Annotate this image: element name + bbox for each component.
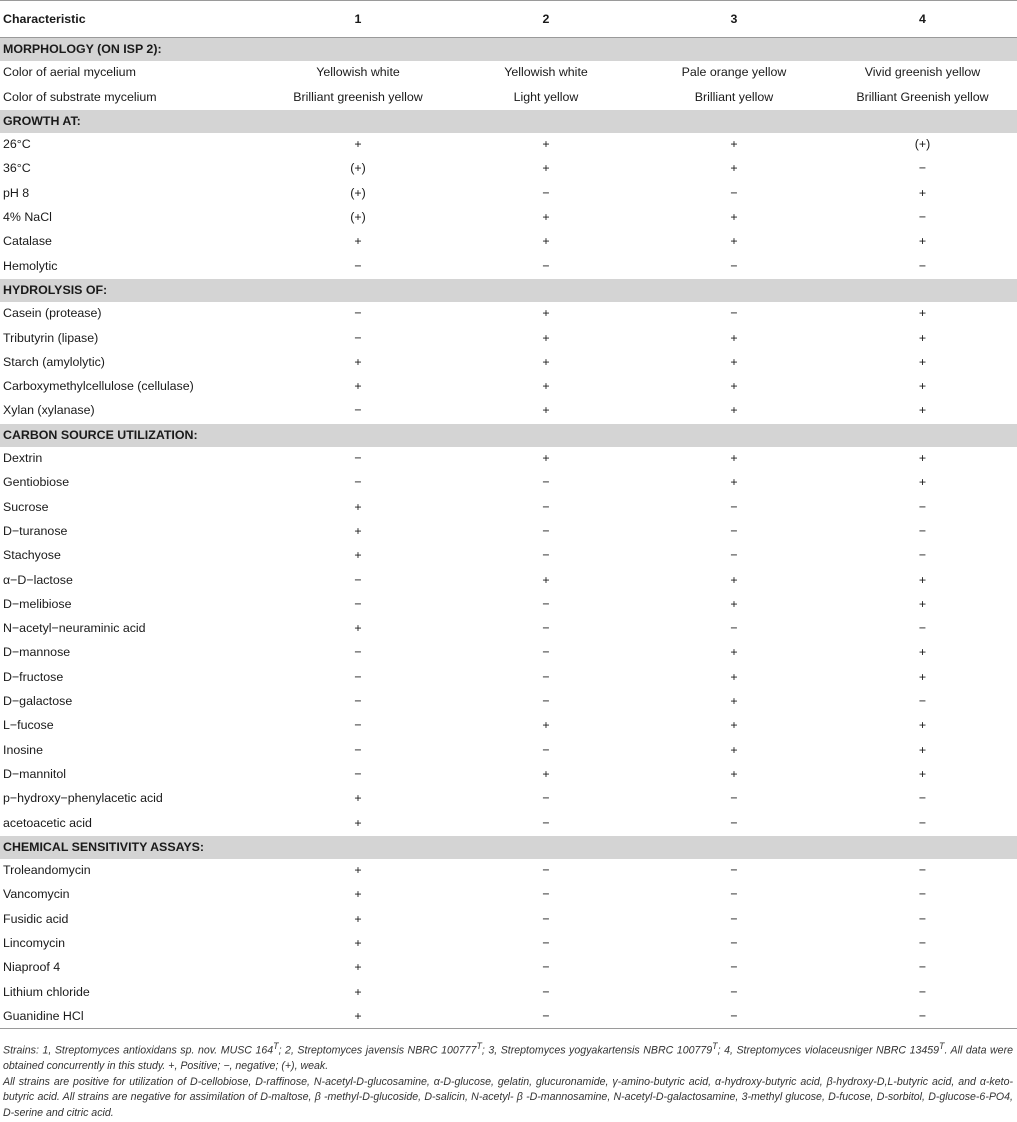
- strain-3-cell: +: [640, 230, 828, 254]
- table-row: [0, 714, 1017, 738]
- table-row: [0, 85, 1017, 109]
- characteristic-cell: 4% NaCl: [0, 206, 264, 230]
- strain-4-cell: +: [828, 375, 1017, 399]
- strain-1-cell: +: [264, 617, 452, 641]
- strain-1-cell: (+): [264, 206, 452, 230]
- strain-4-cell: (+): [828, 133, 1017, 157]
- table-row: [0, 544, 1017, 568]
- strain-4-cell: −: [828, 617, 1017, 641]
- strains-text-b: ; 2, Streptomyces javensis NBRC 100777: [278, 1044, 477, 1057]
- section-header-row: [0, 835, 1017, 859]
- strain-1-cell: −: [264, 641, 452, 665]
- table-row: [0, 665, 1017, 689]
- strain-3-cell: +: [640, 375, 828, 399]
- strains-text-a: Strains: 1, Streptomyces antioxidans sp. nov. MUSC 164: [3, 1044, 274, 1057]
- table-row: [0, 495, 1017, 519]
- section-header-row: [0, 109, 1017, 133]
- strain-2-cell: +: [452, 230, 640, 254]
- strain-3-cell: −: [640, 931, 828, 955]
- table-row: [0, 931, 1017, 955]
- characteristic-cell: D−mannose: [0, 641, 264, 665]
- table-row: [0, 326, 1017, 350]
- strain-3-cell: +: [640, 690, 828, 714]
- strain-4-cell: +: [828, 738, 1017, 762]
- strain-2-cell: +: [452, 302, 640, 326]
- characteristic-cell: Fusidic acid: [0, 907, 264, 931]
- strain-2-cell: −: [452, 738, 640, 762]
- strain-4-cell: −: [828, 980, 1017, 1004]
- strain-1-cell: −: [264, 399, 452, 423]
- strain-4-cell: −: [828, 519, 1017, 543]
- strain-3-cell: −: [640, 617, 828, 641]
- strain-4-cell: +: [828, 230, 1017, 254]
- table-row: [0, 617, 1017, 641]
- strain-1-cell: −: [264, 447, 452, 471]
- strain-4-cell: −: [828, 157, 1017, 181]
- strain-1-cell: +: [264, 859, 452, 883]
- strains-text-d: ; 4, Streptomyces violaceusniger NBRC 13459: [717, 1044, 940, 1057]
- characteristic-cell: pH 8: [0, 181, 264, 205]
- strain-3-cell: −: [640, 519, 828, 543]
- header-strain-3: 3: [640, 1, 828, 38]
- table-row: [0, 980, 1017, 1004]
- strain-1-cell: +: [264, 133, 452, 157]
- strain-3-cell: +: [640, 399, 828, 423]
- strain-4-cell: −: [828, 907, 1017, 931]
- strain-3-cell: −: [640, 883, 828, 907]
- table-row: [0, 811, 1017, 835]
- strain-3-cell: +: [640, 641, 828, 665]
- table-header-row: [0, 1, 1017, 38]
- table-row: [0, 61, 1017, 85]
- table-row: [0, 133, 1017, 157]
- strain-2-cell: +: [452, 447, 640, 471]
- table-row: [0, 471, 1017, 495]
- strain-2-cell: −: [452, 641, 640, 665]
- type-strain-marker: T: [476, 1041, 482, 1052]
- characteristic-cell: Niaproof 4: [0, 956, 264, 980]
- strain-1-cell: +: [264, 230, 452, 254]
- section-title: GROWTH AT:: [0, 109, 1017, 133]
- table-row: [0, 787, 1017, 811]
- table-row: [0, 762, 1017, 786]
- table-row: [0, 375, 1017, 399]
- strain-2-cell: −: [452, 883, 640, 907]
- characteristic-cell: Tributyrin (lipase): [0, 326, 264, 350]
- strain-4-cell: +: [828, 350, 1017, 374]
- strain-2-cell: +: [452, 714, 640, 738]
- strain-2-cell: −: [452, 665, 640, 689]
- strain-1-cell: Brilliant greenish yellow: [264, 85, 452, 109]
- characteristic-cell: N−acetyl−neuraminic acid: [0, 617, 264, 641]
- characteristic-cell: 36°C: [0, 157, 264, 181]
- table-row: [0, 956, 1017, 980]
- strain-4-cell: −: [828, 811, 1017, 835]
- strain-2-cell: Yellowish white: [452, 61, 640, 85]
- table-row: [0, 399, 1017, 423]
- strain-3-cell: +: [640, 592, 828, 616]
- strain-2-cell: −: [452, 811, 640, 835]
- table-footnotes: [0, 1029, 1017, 1122]
- strain-3-cell: +: [640, 206, 828, 230]
- strain-3-cell: −: [640, 787, 828, 811]
- characteristic-cell: Dextrin: [0, 447, 264, 471]
- strain-2-cell: −: [452, 787, 640, 811]
- characteristic-cell: Catalase: [0, 230, 264, 254]
- strain-4-cell: Brilliant Greenish yellow: [828, 85, 1017, 109]
- strain-2-cell: +: [452, 206, 640, 230]
- strain-3-cell: +: [640, 665, 828, 689]
- strain-3-cell: +: [640, 133, 828, 157]
- table-row: [0, 350, 1017, 374]
- strain-4-cell: Vivid greenish yellow: [828, 61, 1017, 85]
- characteristic-cell: Sucrose: [0, 495, 264, 519]
- strain-3-cell: −: [640, 302, 828, 326]
- characteristic-cell: Guanidine HCl: [0, 1004, 264, 1028]
- strain-4-cell: −: [828, 544, 1017, 568]
- strain-1-cell: +: [264, 980, 452, 1004]
- characteristic-cell: D−turanose: [0, 519, 264, 543]
- strain-4-cell: +: [828, 326, 1017, 350]
- strain-1-cell: −: [264, 592, 452, 616]
- strain-2-cell: −: [452, 1004, 640, 1028]
- strain-2-cell: +: [452, 762, 640, 786]
- characteristic-cell: Troleandomycin: [0, 859, 264, 883]
- strains-text-c: ; 3, Streptomyces yogyakartensis NBRC 100779: [481, 1044, 713, 1057]
- strain-2-cell: −: [452, 859, 640, 883]
- strain-1-cell: +: [264, 931, 452, 955]
- characteristic-cell: L−fucose: [0, 714, 264, 738]
- table-row: [0, 181, 1017, 205]
- strain-1-cell: −: [264, 568, 452, 592]
- table-row: [0, 859, 1017, 883]
- characteristic-cell: D−fructose: [0, 665, 264, 689]
- strain-2-cell: −: [452, 980, 640, 1004]
- strain-1-cell: (+): [264, 157, 452, 181]
- strain-4-cell: −: [828, 690, 1017, 714]
- header-strain-2: 2: [452, 1, 640, 38]
- section-title: CARBON SOURCE UTILIZATION:: [0, 423, 1017, 447]
- strain-4-cell: +: [828, 762, 1017, 786]
- strain-3-cell: +: [640, 762, 828, 786]
- table-row: [0, 690, 1017, 714]
- strain-3-cell: +: [640, 447, 828, 471]
- strain-2-cell: Light yellow: [452, 85, 640, 109]
- table-row: [0, 157, 1017, 181]
- table-row: [0, 519, 1017, 543]
- strain-2-cell: +: [452, 399, 640, 423]
- strain-1-cell: −: [264, 738, 452, 762]
- strain-3-cell: −: [640, 495, 828, 519]
- strain-3-cell: +: [640, 157, 828, 181]
- strain-3-cell: −: [640, 956, 828, 980]
- assimilation-footnote: All strains are positive for utilization of D-cellobiose, D-raffinose, N-acetyl-D-glucosamine, α-D-glucose, gelatin, glucuronamide, γ-amino-butyric acid, α-hydroxy-butyric acid, β-hydroxy-D,L-butyric acid, and α-keto-butyric acid. All strains are negative for assimilation of D-maltose, β -methyl-D-glucoside, D-salicin, N-acetyl- β -D-mannosamine, N-acetyl-D-galactosamine, 3-methyl glucose, D-fucose, D-sorbitol, D-glucose-6-PO4, D-serine and citric acid.: [3, 1075, 1013, 1120]
- strain-4-cell: +: [828, 399, 1017, 423]
- header-characteristic: Characteristic: [0, 1, 264, 38]
- strain-3-cell: +: [640, 738, 828, 762]
- strain-4-cell: −: [828, 931, 1017, 955]
- strains-footnote: [3, 1039, 1013, 1075]
- strain-4-cell: −: [828, 1004, 1017, 1028]
- strain-3-cell: −: [640, 907, 828, 931]
- characteristic-cell: Starch (amylolytic): [0, 350, 264, 374]
- strain-1-cell: +: [264, 350, 452, 374]
- strain-3-cell: −: [640, 544, 828, 568]
- characteristic-cell: Inosine: [0, 738, 264, 762]
- strain-1-cell: +: [264, 811, 452, 835]
- strain-2-cell: +: [452, 350, 640, 374]
- section-header-row: [0, 278, 1017, 302]
- section-title: CHEMICAL SENSITIVITY ASSAYS:: [0, 835, 1017, 859]
- strain-4-cell: +: [828, 568, 1017, 592]
- characteristic-cell: Stachyose: [0, 544, 264, 568]
- characteristic-cell: D−melibiose: [0, 592, 264, 616]
- strain-1-cell: +: [264, 787, 452, 811]
- strain-1-cell: +: [264, 907, 452, 931]
- strain-4-cell: +: [828, 181, 1017, 205]
- characteristic-cell: acetoacetic acid: [0, 811, 264, 835]
- characteristic-cell: Color of aerial mycelium: [0, 61, 264, 85]
- strain-1-cell: −: [264, 254, 452, 278]
- section-header-row: [0, 38, 1017, 62]
- strain-3-cell: +: [640, 326, 828, 350]
- strain-4-cell: −: [828, 206, 1017, 230]
- strain-1-cell: −: [264, 690, 452, 714]
- strain-4-cell: −: [828, 495, 1017, 519]
- strain-4-cell: +: [828, 592, 1017, 616]
- strain-1-cell: −: [264, 326, 452, 350]
- table-row: [0, 230, 1017, 254]
- strain-1-cell: +: [264, 375, 452, 399]
- table-body: [0, 38, 1017, 1029]
- strain-1-cell: −: [264, 665, 452, 689]
- table-row: [0, 738, 1017, 762]
- strain-2-cell: −: [452, 544, 640, 568]
- strain-2-cell: +: [452, 375, 640, 399]
- section-title: MORPHOLOGY (ON ISP 2):: [0, 38, 1017, 62]
- strain-1-cell: −: [264, 714, 452, 738]
- strain-1-cell: −: [264, 471, 452, 495]
- strain-4-cell: −: [828, 883, 1017, 907]
- characteristic-cell: 26°C: [0, 133, 264, 157]
- type-strain-marker: T: [712, 1041, 718, 1052]
- section-header-row: [0, 423, 1017, 447]
- characteristic-cell: Casein (protease): [0, 302, 264, 326]
- strain-2-cell: −: [452, 956, 640, 980]
- strain-1-cell: −: [264, 302, 452, 326]
- strain-3-cell: −: [640, 811, 828, 835]
- characteristic-cell: Lincomycin: [0, 931, 264, 955]
- strain-3-cell: Pale orange yellow: [640, 61, 828, 85]
- section-title: HYDROLYSIS OF:: [0, 278, 1017, 302]
- strain-1-cell: +: [264, 544, 452, 568]
- header-strain-4: 4: [828, 1, 1017, 38]
- characteristic-cell: D−galactose: [0, 690, 264, 714]
- characteristic-cell: D−mannitol: [0, 762, 264, 786]
- strain-4-cell: +: [828, 665, 1017, 689]
- type-strain-marker: T: [273, 1041, 279, 1052]
- strain-4-cell: −: [828, 859, 1017, 883]
- table-row: [0, 907, 1017, 931]
- characteristic-cell: Lithium chloride: [0, 980, 264, 1004]
- strain-1-cell: +: [264, 956, 452, 980]
- characteristic-cell: Color of substrate mycelium: [0, 85, 264, 109]
- table-row: [0, 302, 1017, 326]
- strain-4-cell: +: [828, 447, 1017, 471]
- strain-2-cell: +: [452, 133, 640, 157]
- strain-3-cell: +: [640, 350, 828, 374]
- strain-3-cell: Brilliant yellow: [640, 85, 828, 109]
- table-row: [0, 206, 1017, 230]
- strain-1-cell: −: [264, 762, 452, 786]
- strain-4-cell: −: [828, 254, 1017, 278]
- strain-1-cell: (+): [264, 181, 452, 205]
- strain-2-cell: −: [452, 690, 640, 714]
- strain-3-cell: −: [640, 181, 828, 205]
- characteristic-cell: p−hydroxy−phenylacetic acid: [0, 787, 264, 811]
- strain-2-cell: −: [452, 519, 640, 543]
- strain-3-cell: −: [640, 254, 828, 278]
- strain-2-cell: +: [452, 157, 640, 181]
- strain-3-cell: −: [640, 859, 828, 883]
- strain-4-cell: +: [828, 471, 1017, 495]
- strain-2-cell: −: [452, 592, 640, 616]
- strain-2-cell: −: [452, 907, 640, 931]
- strain-4-cell: +: [828, 641, 1017, 665]
- characteristic-cell: α−D−lactose: [0, 568, 264, 592]
- table-row: [0, 254, 1017, 278]
- strain-1-cell: +: [264, 519, 452, 543]
- strain-1-cell: +: [264, 883, 452, 907]
- strain-2-cell: −: [452, 617, 640, 641]
- characteristic-cell: Gentiobiose: [0, 471, 264, 495]
- table-row: [0, 447, 1017, 471]
- strain-2-cell: +: [452, 326, 640, 350]
- strain-3-cell: −: [640, 1004, 828, 1028]
- strain-2-cell: −: [452, 495, 640, 519]
- strain-2-cell: −: [452, 471, 640, 495]
- strain-3-cell: +: [640, 714, 828, 738]
- strain-4-cell: −: [828, 787, 1017, 811]
- strain-3-cell: +: [640, 568, 828, 592]
- strain-4-cell: +: [828, 714, 1017, 738]
- type-strain-marker: T: [939, 1041, 945, 1052]
- strain-1-cell: Yellowish white: [264, 61, 452, 85]
- strain-1-cell: +: [264, 1004, 452, 1028]
- characteristic-cell: Carboxymethylcellulose (cellulase): [0, 375, 264, 399]
- strain-4-cell: +: [828, 302, 1017, 326]
- strain-4-cell: −: [828, 956, 1017, 980]
- strain-2-cell: −: [452, 254, 640, 278]
- table-row: [0, 883, 1017, 907]
- table-row: [0, 568, 1017, 592]
- characteristic-cell: Vancomycin: [0, 883, 264, 907]
- characteristic-cell: Hemolytic: [0, 254, 264, 278]
- header-strain-1: 1: [264, 1, 452, 38]
- characteristic-cell: Xylan (xylanase): [0, 399, 264, 423]
- strain-2-cell: +: [452, 568, 640, 592]
- strains-text-e: . All data were obtained concurrently in this study. +, Positive; −, negative; (+), weak.: [3, 1044, 1013, 1073]
- strain-2-cell: −: [452, 931, 640, 955]
- strain-3-cell: −: [640, 980, 828, 1004]
- strain-1-cell: +: [264, 495, 452, 519]
- table-row: [0, 641, 1017, 665]
- table-row: [0, 592, 1017, 616]
- table-row: [0, 1004, 1017, 1028]
- strain-2-cell: −: [452, 181, 640, 205]
- strain-3-cell: +: [640, 471, 828, 495]
